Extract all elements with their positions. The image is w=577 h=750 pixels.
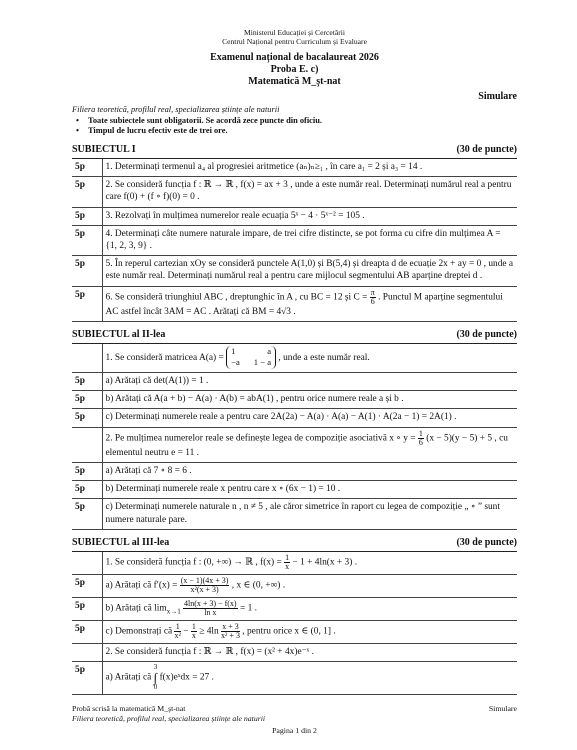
problem-intro: 2. Se consideră funcția f : ℝ → ℝ , f(x) = (x² + 4x)e⁻ˣ . (102, 643, 517, 661)
item-row (72, 344, 517, 373)
footer-left: Probă scrisă la matematică M_şt-nat (72, 704, 186, 713)
section-header-1 (72, 139, 517, 159)
fraction (191, 623, 197, 640)
item-row (72, 159, 517, 177)
fraction-numerator: x + 3 (222, 621, 239, 631)
intro-text: 1. Se consideră matricea A(a) = (105, 352, 224, 363)
intro-text: , unde a este număr real. (278, 352, 370, 363)
item-points: 5p (72, 286, 102, 321)
intro-text: 2. Pe mulțimea numerelor reale se definește legea de compoziție asociativă x ∘ y = (105, 433, 416, 444)
limit-subscript: x→1 (166, 607, 181, 616)
matrix-cell: 1 − a (253, 357, 272, 368)
item-row (72, 286, 517, 321)
fraction-numerator: 1 (285, 552, 290, 562)
section-3-items (72, 552, 517, 695)
item-text-part: b) Arătați că lim (105, 603, 167, 614)
fraction-denominator: x (191, 630, 196, 640)
fraction-pi-over-6 (370, 289, 376, 306)
item-points: 5p (72, 499, 102, 529)
item-text-part: = 1 . (239, 603, 257, 614)
fraction (183, 600, 238, 617)
fraction-denominator: 6 (370, 296, 375, 306)
fraction-numerator: π (370, 287, 375, 297)
item-row (72, 662, 517, 695)
item-text: 4. Determinați câte numere naturale impare, de trei cifre distincte, se pot forma cu cifre din mulțimea A = {1, 2, 3, 9} . (102, 225, 517, 255)
item-row (72, 643, 517, 661)
item-text-part: ≥ 4ln (199, 626, 219, 637)
item-text-part: f(x)eˣdx = 27 . (159, 672, 214, 683)
item-text: 1. Determinați termenul a₄ al progresiei aritmetice (aₙ)ₙ≥₁ , în care a₁ = 2 și a₃ = 14 . (102, 159, 517, 177)
item-row (72, 391, 517, 409)
item-row (72, 620, 517, 643)
item-text: a) Arătați că 7 ∘ 8 = 6 . (102, 462, 517, 480)
fraction (180, 577, 230, 594)
item-text (102, 574, 517, 597)
fraction-denominator: x² + 3 (221, 630, 240, 640)
page-footer (72, 704, 517, 736)
matrix (226, 346, 276, 369)
instruction-bullet-1: • Toate subiectele sunt obligatorii. Se acordă zece puncte din oficiu. (72, 116, 517, 127)
item-points: 5p (72, 462, 102, 480)
section-header-3 (72, 532, 517, 552)
fraction-numerator: 1 (175, 621, 180, 631)
item-points: 5p (72, 256, 102, 286)
intro-text: (x − 5)(y − 5) + 5 , cu elementul neutru e = 11 . (105, 433, 508, 458)
problem-intro (102, 344, 517, 373)
item-row (72, 574, 517, 597)
section-header-2 (72, 324, 517, 344)
integral-lower-limit: 0 (153, 683, 158, 692)
item-row (72, 177, 517, 207)
fraction-denominator: x²(x + 3) (190, 584, 219, 594)
item-text-part: , pentru orice x ∈ (0, 1] . (242, 626, 336, 637)
item-text: c) Determinați numerele reale a pentru care 2A(2a) − A(a) · A(a) − A(1) · A(2a − 1) = 2A(1) . (102, 409, 517, 427)
item-points: 5p (72, 159, 102, 177)
ministry-name: Ministerul Educației și Cercetării (243, 28, 345, 37)
filiera-line: Filiera teoretică, profilul real, specializarea științe ale naturii (72, 104, 280, 114)
item-text: c) Determinați numerele naturale n , n ≠ 5 , ale căror simetrice în raport cu legea de compoziție „ ∘ ” sunt numere naturale pare. (102, 499, 517, 529)
fraction-denominator: x² (174, 630, 181, 640)
item-text: b) Determinați numerele reale x pentru care x ∘ (6x − 1) = 10 . (102, 481, 517, 499)
item-row (72, 481, 517, 499)
intro-text: − 1 + 4ln(x + 3) . (292, 557, 358, 568)
item-row (72, 225, 517, 255)
fraction (221, 623, 240, 640)
item-text-part: c) Demonstrați că (105, 626, 173, 637)
section-points: (30 de puncte) (456, 536, 517, 548)
item-text (102, 662, 517, 695)
section-title: SUBIECTUL al III-lea (72, 536, 170, 548)
item-text (102, 620, 517, 643)
item-points: 5p (72, 177, 102, 207)
item-text-part: a) Arătați că f′(x) = (105, 580, 178, 591)
fraction-denominator: ln x (204, 607, 217, 617)
item-points: 5p (72, 409, 102, 427)
item-row (72, 499, 517, 529)
item-row (72, 552, 517, 575)
center-name: Centrul Național pentru Curriculum și Evaluare (222, 37, 367, 47)
section-title: SUBIECTUL al II-lea (72, 328, 166, 340)
integral-upper-limit: 3 (153, 663, 158, 672)
section-2-items (72, 344, 517, 530)
fraction-denominator: x (285, 561, 290, 571)
item-points: 5p (72, 620, 102, 643)
fraction (418, 430, 424, 447)
item-row (72, 597, 517, 620)
section-title: SUBIECTUL I (72, 143, 136, 155)
footer-filiera: Filiera teoretică, profilul real, specializarea științe ale naturii (72, 714, 266, 724)
item-text (102, 597, 517, 620)
integral-sign (154, 664, 158, 691)
item-row (72, 427, 517, 462)
item-points: 5p (72, 574, 102, 597)
simulare-label: Simulare (478, 90, 517, 102)
intro-text: 1. Se consideră funcția f : (0, +∞) → ℝ , f(x) = (105, 557, 282, 568)
item-text (102, 286, 517, 321)
problem-intro (102, 427, 517, 462)
item-text: b) Arătați că A(a + b) − A(a) · A(b) = abA(1) , pentru orice numere reale a și b . (102, 391, 517, 409)
item-text: 5. În reperul cartezian xOy se consideră punctele A(1,0) și B(5,4) și dreapta d de ecuație 2x + ay = 0 , unde a este număr real. Determinați numărul real a pentru care mijlocul segmentului AB aparține dreptei d . (102, 256, 517, 286)
item-points: 5p (72, 207, 102, 225)
section-points: (30 de puncte) (456, 328, 517, 340)
item-row (72, 409, 517, 427)
section-1-items (72, 159, 517, 322)
fraction-numerator: 1 (191, 621, 196, 631)
item-points: 5p (72, 225, 102, 255)
item-row (72, 373, 517, 391)
item-row (72, 207, 517, 225)
item-points: 5p (72, 662, 102, 695)
fraction-numerator: (x − 1)(4x + 3) (180, 575, 229, 585)
instruction-bullet-2: • Timpul de lucru efectiv este de trei ore. (72, 126, 517, 137)
fraction (174, 623, 180, 640)
page-number: Pagina 1 din 2 (272, 726, 317, 736)
fraction-denominator: 6 (418, 437, 423, 447)
header-institution (72, 28, 517, 47)
item-text: a) Arătați că det(A(1)) = 1 . (102, 373, 517, 391)
item-text-part: − (183, 626, 189, 637)
matrix-cell: a (267, 345, 272, 356)
item-points: 5p (72, 481, 102, 499)
integral-symbol: ∫ (153, 670, 158, 686)
item-row (72, 256, 517, 286)
item-text: 3. Rezolvați în mulțimea numerelor reale ecuația 5ˣ − 4 · 5ˣ⁻² = 105 . (102, 207, 517, 225)
fraction-numerator: 1 (418, 428, 423, 438)
exam-subject: Matematică M_şt-nat (248, 75, 341, 87)
fraction-numerator: 4ln(x + 3) − f(x) (184, 598, 237, 608)
fraction (284, 554, 290, 571)
item-text: 2. Se consideră funcția f : ℝ → ℝ , f(x) = ax + 3 , unde a este număr real. Determinați numărul real a pentru care f(0) + (f ∘ f)(0) = 0 . (102, 177, 517, 207)
item-points: 5p (72, 597, 102, 620)
exam-proba: Proba E. c) (270, 63, 319, 75)
item-text-part: , x ∈ (0, +∞) . (231, 580, 286, 591)
item-text-part: a) Arătați că (105, 672, 152, 683)
section-points: (30 de puncte) (456, 143, 517, 155)
item-row (72, 462, 517, 480)
footer-right: Simulare (488, 704, 517, 713)
item-text-part: 6. Se consideră triunghiul ABC , dreptunghic în A , cu BC = 12 și C = (105, 292, 370, 303)
item-text-part: . Punctul M aparține segmentului AC astfel încât 3AM = AC . Arătați că BM = 4√3 . (105, 292, 503, 317)
problem-intro (102, 552, 517, 575)
item-points: 5p (72, 373, 102, 391)
matrix-cell: 1 (231, 345, 236, 356)
item-points: 5p (72, 391, 102, 409)
matrix-cell: −a (231, 357, 240, 368)
exam-title: Examenul național de bacalaureat 2026 (210, 51, 379, 63)
